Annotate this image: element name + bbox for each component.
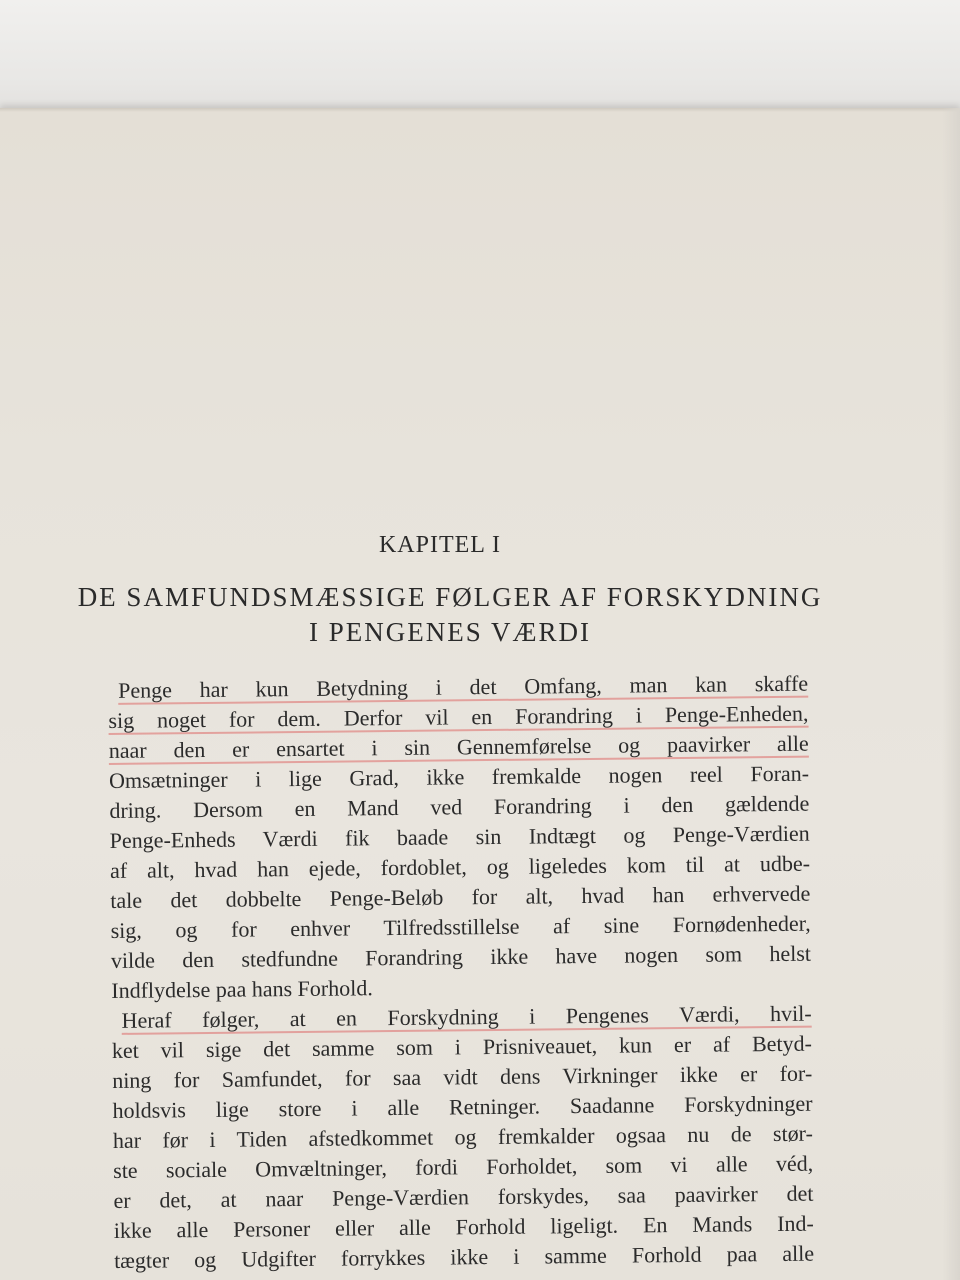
paragraph-2 [111,999,814,1276]
text-line: ste sociale Omvæltninger, fordi Forholdet, som vi alle véd, [113,1150,814,1183]
text-line: Indflydelse paa hans Forhold. [111,975,373,1003]
page-top-edge [0,108,960,112]
text-line: er det, at naar Penge-Værdien forskydes, saa paavirker det [113,1180,814,1213]
text-line: dring. Dersom en Mand ved Forandring i den gældende [109,790,810,823]
text-line: ket vil sige det samme som i Prisniveauet, kun er af Betyd- [111,1030,813,1063]
text-line: har før i Tiden afstedkommet og fremkalder ogsaa nu de stør- [112,1120,813,1153]
text-line: tægter og Udgifter forrykkes ikke i samme Forhold paa alle [113,1240,815,1273]
chapter-title-line-2: I PENGENES VÆRDI [308,617,591,647]
text-line: ning for Samfundet, for saa vidt dens Virkninger ikke er for- [112,1060,813,1093]
text-line: Penge har kun Betydning i det Omfang, man kan skaffe [118,670,809,703]
text-line: af alt, hvad han ejede, fordoblet, og ligeledes kom til at udbe- [109,850,811,883]
page-right-edge [942,108,960,1280]
paragraph-1 [108,669,811,1006]
text-line: vilde den stedfundne Forandring ikke have nogen som helst [110,940,812,973]
text-line: Omsætninger i lige Grad, ikke fremkalde nogen reel Foran- [108,760,810,793]
text-line: sig noget for dem. Derfor vil en Forandring i Penge-Enheden, [108,700,809,733]
chapter-title-line-1: DE SAMFUNDSMÆSSIGE FØLGER AF FORSKYDNING [77,582,823,612]
text-line: tale det dobbelte Penge-Beløb for alt, hvad han erhvervede [110,880,811,913]
text-line: Heraf følger, at en Forskydning i Pengenes Værdi, hvil- [121,1000,812,1033]
body-text [108,669,814,1276]
text-line: naar den er ensartet i sin Gennemførelse og paavirker alle [108,730,809,763]
chapter-label: KAPITEL I [378,532,502,558]
text-line: Penge-Enheds Værdi fik baade sin Indtægt og Penge-Værdien [109,820,810,853]
chapter-title [60,580,840,650]
text-line: holdsvis lige store i alle Retninger. Saadanne Forskydninger [112,1090,813,1123]
text-line: ikke alle Personer eller alle Forhold ligeligt. En Mands Ind- [113,1210,814,1243]
text-line: sig, og for enhver Tilfredsstillelse af sine Fornødenheder, [110,910,811,943]
